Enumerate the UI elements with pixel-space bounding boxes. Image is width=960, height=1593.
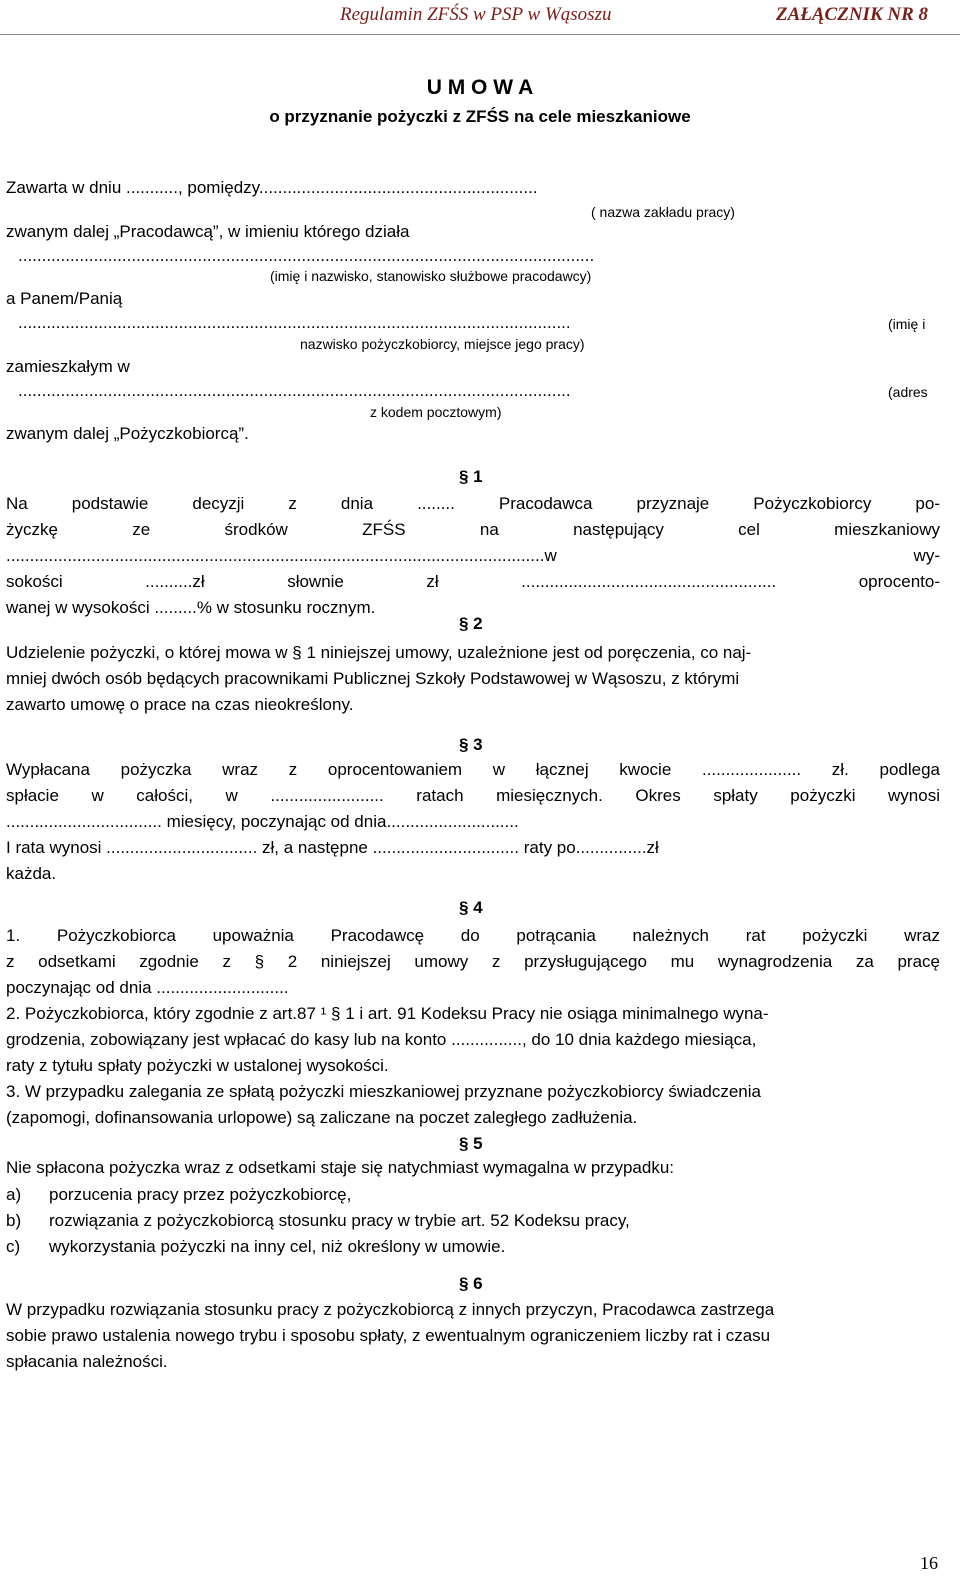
list-marker: a) (6, 1185, 22, 1204)
list-marker: b) (6, 1211, 22, 1230)
section-4-line: 1. Pożyczkobiorca upoważnia Pracodawcę do potrącania należnych rat pożyczki wraz (6, 926, 940, 945)
section-4-line: 3. W przypadku zalegania ze spłatą pożyczki mieszkaniowej przyznane pożyczkobiorcy świadczenia (6, 1082, 761, 1101)
section-4-line: 2. Pożyczkobiorca, który zgodnie z art.87 ¹ § 1 i art. 91 Kodeksu Pracy nie osiąga minimalnego wyna- (6, 1004, 769, 1023)
section-2-line: zawarto umowę o prace na czas nieokreślony. (6, 695, 354, 714)
section-2-heading: § 2 (459, 614, 483, 633)
intro-note-employer: ( nazwa zakładu pracy) (591, 204, 735, 220)
list-item (6, 1234, 630, 1260)
header-left: Regulamin ZFŚS w PSP w Wąsoszu (340, 4, 612, 25)
intro-line-6: zamieszkałym w (6, 357, 130, 376)
list-item (6, 1208, 630, 1234)
section-4-line: z odsetkami zgodnie z § 2 niniejszej umowy z przysługującego mu wynagrodzenia za pracę (6, 952, 940, 971)
intro-line-4: a Panem/Panią (6, 289, 123, 308)
intro-line-1: Zawarta w dniu ..........., pomiędzy........................................................... (6, 178, 538, 197)
section-3-text (6, 757, 940, 887)
intro-note-employer-rep: (imię i nazwisko, stanowisko służbowe pracodawcy) (270, 268, 592, 284)
section-6-line: sobie prawo ustalenia nowego trybu i sposobu spłaty, z ewentualnym ograniczeniem liczby rat i czasu (6, 1326, 771, 1345)
intro-line-2: zwanym dalej „Pracodawcą”, w imieniu którego działa (6, 222, 410, 241)
section-6-line: W przypadku rozwiązania stosunku pracy z pożyczkobiorcą z innych przyczyn, Pracodawca zastrzega (6, 1300, 775, 1319)
section-3-line: I rata wynosi ................................ zł, a następne ............................... raty po...............zł (6, 838, 659, 857)
section-2-line: mniej dwóch osób będących pracownikami Publicznej Szkoły Podstawowej w Wąsoszu, z którymi (6, 669, 740, 688)
section-6-text (6, 1297, 940, 1375)
intro-dots-borrower: ..................................................................................................................... (18, 313, 571, 332)
section-3-heading: § 3 (459, 735, 483, 754)
intro-dots-address: ..................................................................................................................... (18, 381, 571, 400)
intro-line-8: zwanym dalej „Pożyczkobiorcą”. (6, 424, 249, 443)
intro-tail-address: (adres (888, 384, 928, 400)
intro-tail-borrower: (imię i (888, 316, 926, 332)
section-1-line: Na podstawie decyzji z dnia ........ Pracodawca przyznaje Pożyczkobiorcy po- (6, 494, 940, 513)
section-5-heading: § 5 (459, 1134, 483, 1153)
section-5-list (6, 1182, 630, 1260)
list-item-text: wykorzystania pożyczki na inny cel, niż określony w umowie. (49, 1237, 506, 1256)
list-item-text: porzucenia pracy przez pożyczkobiorcę, (49, 1185, 352, 1204)
section-2-line: Udzielenie pożyczki, o której mowa w § 1 niniejszej umowy, uzależnione jest od poręczenia, co naj- (6, 643, 752, 662)
section-1-line: życzkę ze środków ZFŚS na następujący cel mieszkaniowy (6, 520, 940, 539)
section-4-text (6, 923, 940, 1131)
page-number: 16 (920, 1553, 938, 1573)
list-item-text: rozwiązania z pożyczkobiorcą stosunku pracy w trybie art. 52 Kodeksu pracy, (49, 1211, 630, 1230)
section-3-line: Wypłacana pożyczka wraz z oprocentowaniem w łącznej kwocie ..................... zł. podlega (6, 760, 940, 779)
intro-dots-employer-rep: .......................................................................................................................... (18, 246, 595, 265)
header-rule (0, 34, 960, 35)
section-3-line: każda. (6, 864, 57, 883)
list-item (6, 1182, 630, 1208)
section-5-intro: Nie spłacona pożyczka wraz z odsetkami staje się natychmiast wymagalna w przypadku: (6, 1158, 675, 1177)
section-6-heading: § 6 (459, 1274, 483, 1293)
intro-note-borrower: nazwisko pożyczkobiorcy, miejsce jego pracy) (300, 336, 585, 352)
section-4-line: (zapomogi, dofinansowania urlopowe) są zaliczane na poczet zaległego zadłużenia. (6, 1108, 638, 1127)
section-1-line: sokości ..........zł słownie zł ...................................................... oprocento- (6, 572, 940, 591)
document-title: U M O W A (426, 76, 534, 99)
section-4-line: grodzenia, zobowiązany jest wpłacać do kasy lub na konto ..............., do 10 dnia każdego miesiąca, (6, 1030, 757, 1049)
section-3-line: spłacie w całości, w ........................ ratach miesięcznych. Okres spłaty pożyczki wynosi (6, 786, 940, 805)
section-4-line: poczynając od dnia ............................ (6, 978, 289, 997)
section-2-text (6, 640, 940, 718)
section-4-line: raty z tytułu spłaty pożyczki w ustalonej wysokości. (6, 1056, 389, 1075)
section-6-line: spłacania należności. (6, 1352, 168, 1371)
section-1-text (6, 491, 940, 621)
list-marker: c) (6, 1237, 21, 1256)
section-1-line: ..................................................................................................................w wy- (6, 546, 940, 565)
section-4-heading: § 4 (459, 898, 483, 917)
section-3-line: ................................. miesięcy, poczynając od dnia............................ (6, 812, 519, 831)
header-right: ZAŁĄCZNIK NR 8 (776, 4, 929, 25)
section-1-line: wanej w wysokości .........% w stosunku rocznym. (6, 598, 376, 617)
document-subtitle: o przyznanie pożyczki z ZFŚS na cele mieszkaniowe (269, 107, 691, 126)
intro-note-address: z kodem pocztowym) (370, 404, 502, 420)
section-1-heading: § 1 (459, 467, 483, 486)
